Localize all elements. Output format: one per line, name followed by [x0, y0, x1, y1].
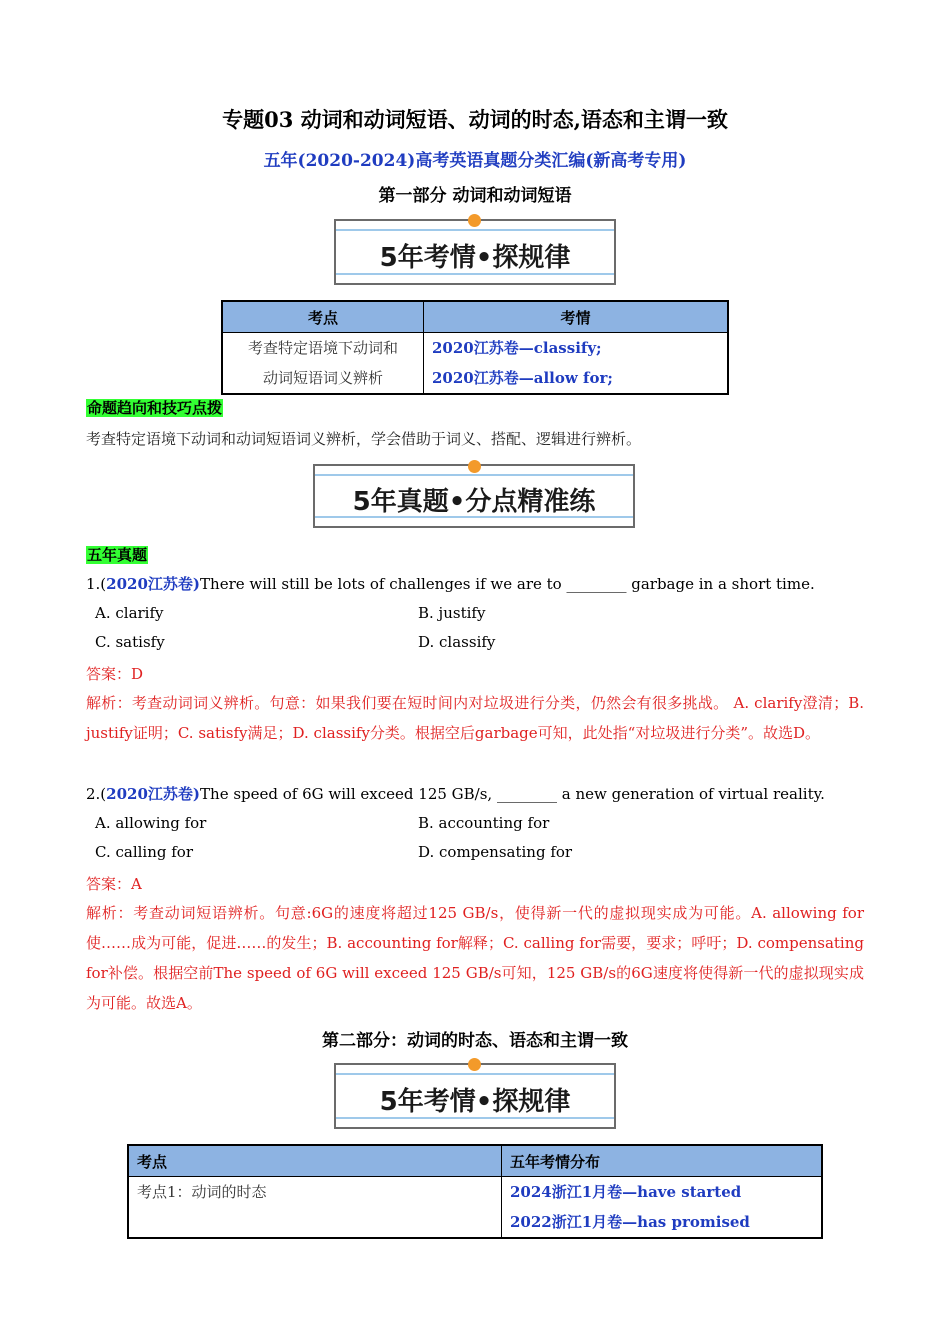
point-line-2: 动词短语词义辨析 — [262, 369, 383, 387]
banner-text: 5年真题•分点精准练 — [352, 487, 596, 517]
detail-item: 2022浙江1月卷—has promised — [510, 1213, 750, 1231]
banner-line-top — [336, 229, 614, 231]
orange-dot-icon — [468, 460, 481, 473]
table-cell-point — [222, 333, 424, 395]
option-a: A. allowing for — [95, 814, 207, 832]
practice-banner — [313, 464, 635, 528]
question-source: 2020江苏卷 — [106, 575, 193, 593]
question-2-stem: 2.(2020江苏卷)The speed of 6G will exceed 125 GB/s, ________ a new generation of virtual reality. — [86, 785, 825, 803]
analysis-1: 解析：考查动词词义辨析。句意：如果我们要在短时间内对垃圾进行分类，仍然会有很多挑战。 A. clarify澄清；B. justify证明；C. satisfy满足；D. classify分类。根据空后garbage可知，此处指“对垃圾进行分类”。故选D。 — [86, 694, 864, 742]
page-subtitle: 五年(2020-2024)高考英语真题分类汇编(新高考专用) — [263, 151, 687, 171]
page-title: 专题03 动词和动词短语、动词的时态,语态和主谓一致 — [222, 107, 728, 132]
point-line-1: 考查特定语境下动词和 — [247, 339, 398, 357]
banner-line-top — [315, 474, 633, 476]
banner-line-top — [336, 1073, 614, 1075]
table-cell-detail — [502, 1177, 823, 1239]
detail-item: 2024浙江1月卷—have started — [510, 1183, 742, 1201]
table-cell-point: 考点1：动词的时态 — [128, 1177, 502, 1239]
analysis-2: 解析：考查动词短语辨析。句意:6G的速度将超过125 GB/s，使得新一代的虚拟现实成为可能。A. allowing for使……成为可能，促进……的发生；B. accounting for解释；C. calling for需要，要求；呼吁；D. compensating for补偿。根据空前The speed of 6G will exceed 125 GB/s可知，125 GB/s的6G速度将使得新一代的虚拟现实成为可能。故选A。 — [86, 904, 864, 1012]
part1-heading: 第一部分 动词和动词短语 — [378, 186, 572, 206]
part2-heading: 第二部分：动词的时态、语态和主谓一致 — [322, 1031, 628, 1051]
tips-label-wrap — [86, 397, 223, 418]
table-header-detail: 考情 — [424, 301, 729, 333]
tips-label: 命题趋向和技巧点拨 — [87, 399, 223, 417]
answer-2: 答案：A — [86, 875, 142, 893]
banner-text: 5年考情•探规律 — [379, 1087, 571, 1117]
option-a: A. clarify — [95, 604, 164, 622]
part2-table — [127, 1144, 823, 1239]
option-d: D. classify — [418, 633, 496, 651]
table-header-point: 考点 — [128, 1145, 502, 1177]
option-d: D. compensating for — [418, 843, 573, 861]
question-source: 2020江苏卷 — [106, 785, 193, 803]
real-label-wrap — [86, 544, 148, 565]
option-b: B. accounting for — [418, 814, 550, 832]
answer-1: 答案：D — [86, 665, 144, 683]
part2-banner — [334, 1063, 616, 1129]
option-b: B. justify — [418, 604, 486, 622]
orange-dot-icon — [468, 214, 481, 227]
option-c: C. satisfy — [95, 633, 165, 651]
part1-banner — [334, 219, 616, 285]
table-header-point: 考点 — [222, 301, 424, 333]
table-header-detail: 五年考情分布 — [502, 1145, 823, 1177]
tips-text: 考查特定语境下动词和动词短语词义辨析，学会借助于词义、搭配、逻辑进行辨析。 — [86, 430, 642, 448]
question-1-stem: 1.(2020江苏卷)There will still be lots of challenges if we are to ________ garbage in a short time. — [86, 575, 815, 593]
orange-dot-icon — [468, 1058, 481, 1071]
banner-text: 5年考情•探规律 — [379, 243, 571, 273]
real-label: 五年真题 — [87, 546, 148, 564]
option-c: C. calling for — [95, 843, 193, 861]
detail-item: 2020江苏卷—allow for; — [432, 369, 613, 387]
part1-table — [221, 300, 729, 395]
table-cell-detail — [424, 333, 729, 395]
detail-item: 2020江苏卷—classify; — [432, 339, 602, 357]
